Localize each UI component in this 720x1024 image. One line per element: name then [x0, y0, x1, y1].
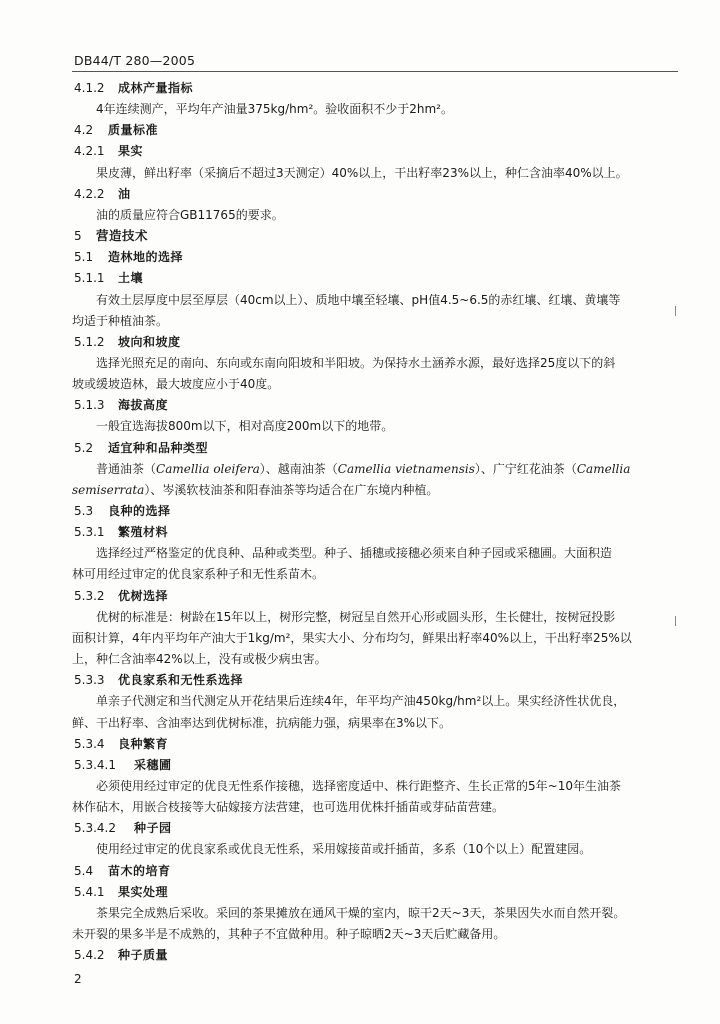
- clause-title: 优树选择: [118, 588, 169, 603]
- clause-number: 5.1.2: [74, 334, 105, 349]
- body-text: 单亲子代测定和当代测定从开花结果后连续4年，年平均产油450kg/hm²以上。果实经济性状优良，: [96, 694, 626, 709]
- body-text: 未开裂的果多半是不成熟的，其种子不宜做种用。种子晾晒2天~3天后贮藏备用。: [72, 927, 506, 941]
- clause-number: 4.2.1: [74, 144, 105, 159]
- clause-number: 5.2: [74, 440, 94, 455]
- body-text: 均适于种植油茶。: [72, 313, 169, 328]
- clause-number: 5.3.4.2: [74, 821, 116, 836]
- clause-number: 5.4.1: [74, 884, 105, 899]
- clause-title: 种子质量: [118, 948, 169, 963]
- clause-number: 5.3.2: [74, 588, 105, 603]
- clause-number: 5.1: [74, 250, 94, 265]
- body-text: 坡或缓坡造林，最大坡度应小于40度。: [72, 377, 280, 392]
- body-text: 林作砧木，用嵌合枝接等大砧嫁接方法营建，也可选用优株扦插苗或芽砧苗营建。: [72, 800, 505, 815]
- clause-title: 繁殖材料: [118, 525, 169, 540]
- body-text: 茶果完全成熟后采收。采回的茶果摊放在通风干燥的室内，晾干2天~3天，茶果因失水而自然开裂。: [96, 905, 626, 920]
- latin-name: Camellia vietnamensis: [337, 461, 475, 476]
- latin-name: semiserrata: [72, 482, 145, 497]
- clause-number: 5.3.3: [74, 673, 105, 688]
- clause-number: 4.1.2: [74, 81, 105, 95]
- clause-title: 果实处理: [118, 884, 169, 899]
- clause-number: 5.3.4.1: [74, 757, 116, 772]
- clause-title: 苗木的培育: [108, 863, 171, 878]
- latin-name: Camellia: [576, 461, 631, 476]
- clause-title: 采穗圃: [134, 757, 172, 772]
- clause-number: 5.1.3: [74, 398, 105, 413]
- clause-title: 优良家系和无性系选择: [118, 673, 244, 688]
- body-text: 一般宜选海拔800m以下，相对高度200m以下的地带。: [96, 419, 394, 434]
- page-number: 2: [74, 972, 82, 986]
- text-run: ）、岑溪软枝油茶和阳春油茶等均适合在广东境内种植。: [144, 482, 439, 497]
- body-text: 上，种仁含油率42%以上，没有或极少病虫害。: [72, 652, 327, 667]
- body-text: 油的质量应符合GB11765的要求。: [96, 207, 284, 222]
- margin-mark: [669, 306, 676, 316]
- clause-number: 5.3.4: [74, 736, 105, 751]
- text-run: ）、广宁红花油茶（: [474, 461, 577, 476]
- clause-title: 质量标准: [108, 123, 159, 138]
- body-text: 面积计算，4年内平均年产油大于1kg/m²，果实大小、分布均匀，鲜果出籽率40%以上，干出籽率25%以: [72, 630, 632, 645]
- document-code: DB44/T 280—2005: [74, 53, 196, 68]
- body-text: [72, 482, 672, 498]
- header-rule: [72, 71, 678, 72]
- clause-title: 营造技术: [96, 228, 149, 244]
- body-text: 果皮薄，鲜出籽率（采摘后不超过3天测定）40%以上，干出籽率23%以上，种仁含油率40%以上。: [96, 165, 628, 180]
- clause-title: 油: [118, 186, 131, 201]
- body-text: 有效土层厚度中层至厚层（40cm以上）、质地中壤至轻壤、pH值4.5~6.5的赤红壤、红壤、黄壤等: [96, 292, 621, 307]
- body-text: 使用经过审定的优良家系或优良无性系，采用嫁接苗或扦插苗，多系（10个以上）配置建园。: [96, 842, 592, 857]
- clause-title: 果实: [118, 144, 144, 159]
- body-text: 林可用经过审定的优良家系种子和无性系苗木。: [72, 567, 325, 582]
- clause-title: 良种的选择: [108, 504, 171, 518]
- clause-number: 5.4.2: [74, 948, 105, 963]
- clause-title: 坡向和坡度: [118, 334, 181, 349]
- body-text: 鲜、干出籽率、含油率达到优树标准，抗病能力强，病果率在3%以下。: [72, 715, 452, 730]
- clause-title: 种子园: [134, 821, 172, 836]
- clause-number: 5.1.1: [74, 271, 105, 286]
- clause-number: 4.2.2: [74, 186, 105, 201]
- margin-mark: [669, 616, 676, 626]
- clause-title: 土壤: [118, 271, 144, 286]
- clause-title: 造林地的选择: [108, 250, 184, 265]
- clause-number: 4.2: [74, 123, 94, 138]
- clause-number: 5.3.1: [74, 525, 105, 540]
- clause-number: 5.3: [74, 504, 94, 518]
- text-run: ）、越南油茶（: [259, 461, 338, 476]
- clause-title: 成林产量指标: [118, 81, 194, 95]
- clause-number: 5: [74, 229, 82, 244]
- text-run: 普通油茶（: [96, 461, 157, 476]
- latin-name: Camellia oleifera: [156, 461, 260, 476]
- body-text: [96, 461, 672, 477]
- clause-title: 良种繁育: [118, 736, 169, 751]
- body-text: 优树的标准是：树龄在15年以上，树形完整，树冠呈自然开心形或圆头形，生长健壮，按树冠投影: [96, 609, 616, 624]
- body-text: 选择光照充足的南向、东向或东南向阳坡和半阳坡。为保持水土涵养水源，最好选择25度以下的斜: [96, 355, 616, 370]
- clause-number: 5.4: [74, 863, 94, 878]
- body-text: 必须使用经过审定的优良无性系作接穗，选择密度适中、株行距整齐、生长正常的5年~10年生油茶: [96, 778, 621, 793]
- clause-title: 海拔高度: [118, 398, 169, 413]
- body-text: 4年连续测产，平均年产油量375kg/hm²。验收面积不少于2hm²。: [96, 102, 453, 117]
- clause-title: 适宜种和品种类型: [108, 440, 209, 455]
- body-text: 选择经过严格鉴定的优良种、品种或类型。种子、插穗或接穗必须来自种子园或采穗圃。大面积造: [96, 546, 613, 561]
